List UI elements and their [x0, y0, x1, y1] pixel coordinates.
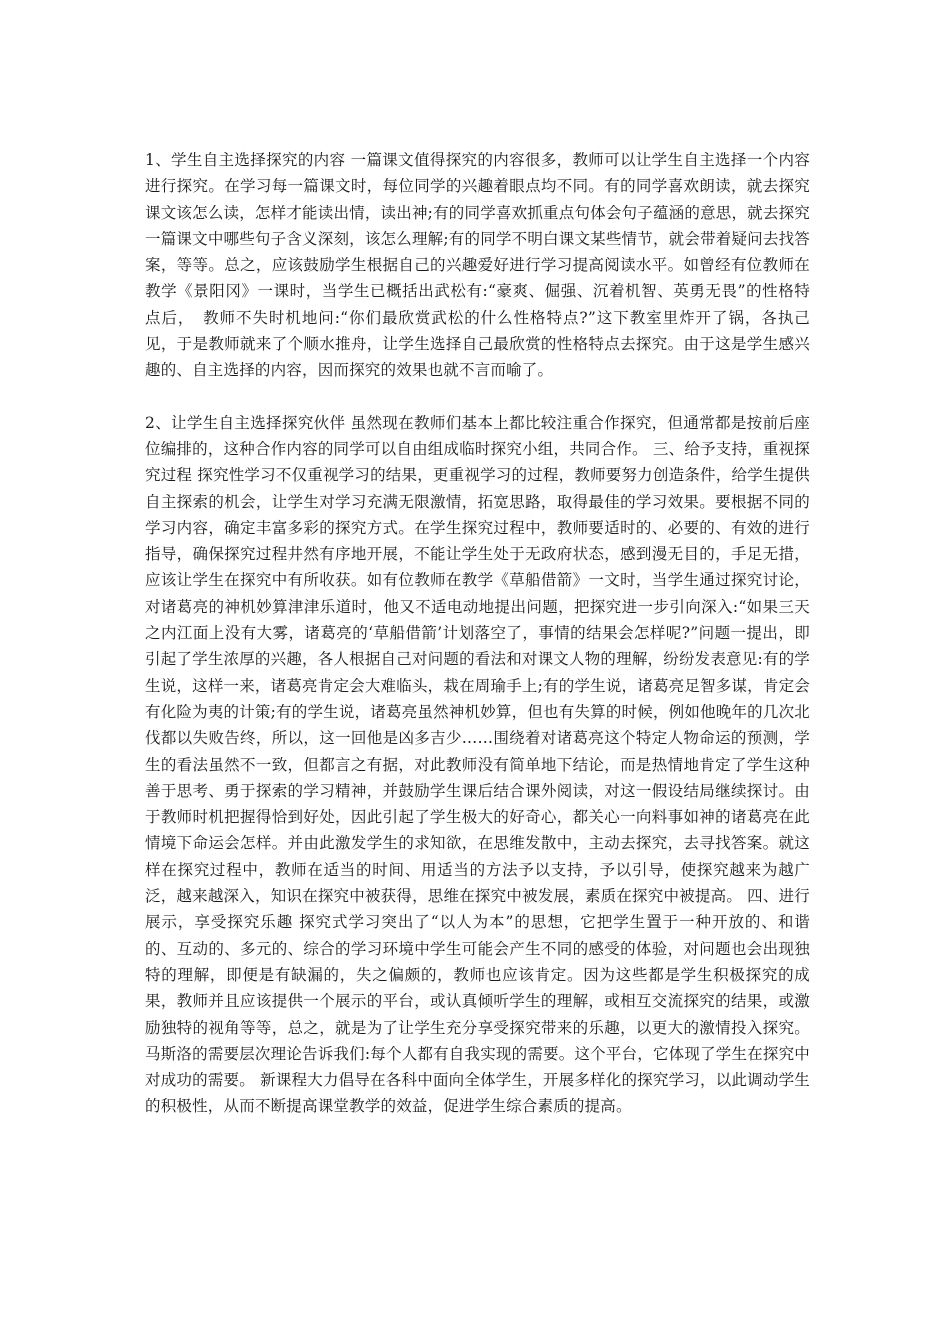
paragraph-2: 2、让学生自主选择探究伙伴 虽然现在教师们基本上都比较注重合作探究，但通常都是按前后座位编排的，这种合作内容的同学可以自由组成临时探究小组，共同合作。 三、给予支持，重视探究过程 探究性学习不仅重视学习的结果，更重视学习的过程，教师要努力创造条件，给学生提供自主探索的机会，让学生对学习充满无限激情，拓宽思路，取得最佳的学习效果。要根据不同的学习内容，确定丰富多彩的探究方式。在学生探究过程中，教师要适时的、必要的、有效的进行指导，确保探究过程井然有序地开展，不能让学生处于无政府状态，感到漫无目的，手足无措，应该让学生在探究中有所收获。如有位教师在教学《草船借箭》一文时，当学生通过探究讨论，对诸葛亮的神机妙算津津乐道时，他又不适电动地提出问题，把探究进一步引向深入:“如果三天之内江面上没有大雾，诸葛亮的‘草船借箭’计划落空了，事情的结果会怎样呢?”问题一提出，即引起了学生浓厚的兴趣，各人根据自己对问题的看法和对课文人物的理解，纷纷发表意见:有的学生说，这样一来，诸葛亮肯定会大难临头，栽在周瑜手上;有的学生说，诸葛亮足智多谋，肯定会有化险为夷的计策;有的学生说，诸葛亮虽然神机妙算，但也有失算的时候，例如他晚年的几次北伐都以失败告终，所以，这一回他是凶多吉少……围绕着对诸葛亮这个特定人物命运的预测，学生的看法虽然不一致，但都言之有据，对此教师没有简单地下结论，而是热情地肯定了学生这种善于思考、勇于探索的学习精神，并鼓励学生课后结合课外阅读，对这一假设结局继续探讨。由于教师时机把握得恰到好处，因此引起了学生极大的好奇心，都关心一向料事如神的诸葛亮在此情境下命运会怎样。并由此激发学生的求知欲，在思维发散中，主动去探究，去寻找答案。就这样在探究过程中，教师在适当的时间、用适当的方法予以支持，予以引导，使探究越来为越广泛，越来越深入，知识在探究中被获得，思维在探究中被发展，素质在探究中被提高。 四、进行展示，享受探究乐趣 探究式学习突出了“以人为本”的思想，它把学生置于一种开放的、和谐的、互动的、多元的、综合的学习环境中学生可能会产生不同的感受的体验，对问题也会出现独特的理解，即便是有缺漏的，失之偏颇的，教师也应该肯定。因为这些都是学生积极探究的成果，教师并且应该提供一个展示的平台，或认真倾听学生的理解，或相互交流探究的结果，或激励独特的视角等等，总之，就是为了让学生充分享受探究带来的乐趣，以更大的激情投入探究。马斯洛的需要层次理论告诉我们:每个人都有自我实现的需要。这个平台，它体现了学生在探究中对成功的需要。 新课程大力倡导在各科中面向全体学生，开展多样化的探究学习，以此调动学生的积极性，从而不断提高课堂教学的效益，促进学生综合素质的提高。	[145, 413, 810, 1116]
paragraph-1: 1、学生自主选择探究的内容 一篇课文值得探究的内容很多，教师可以让学生自主选择一个内容进行探究。在学习每一篇课文时，每位同学的兴趣着眼点均不同。有的同学喜欢朗读，就去探究课文该怎么读，怎样才能读出情，读出神;有的同学喜欢抓重点句体会句子蕴涵的意思，就去探究一篇课文中哪些句子含义深刻，该怎么理解;有的同学不明白课文某些情节，就会带着疑问去找答案，等等。总之，应该鼓励学生根据自己的兴趣爱好进行学习提高阅读水平。如曾经有位教师在教学《景阳冈》一课时，当学生已概括出武松有:“豪爽、倔强、沉着机智、英勇无畏”的性格特点后， 教师不失时机地问:“你们最欣赏武松的什么性格特点?”这下教室里炸开了锅，各执己见，于是教师就来了个顺水推舟，让学生选择自己最欣赏的性格特点去探究。由于这是学生感兴趣的、自主选择的内容，因而探究的效果也就不言而喻了。	[145, 151, 810, 380]
document-body	[145, 147, 810, 1120]
